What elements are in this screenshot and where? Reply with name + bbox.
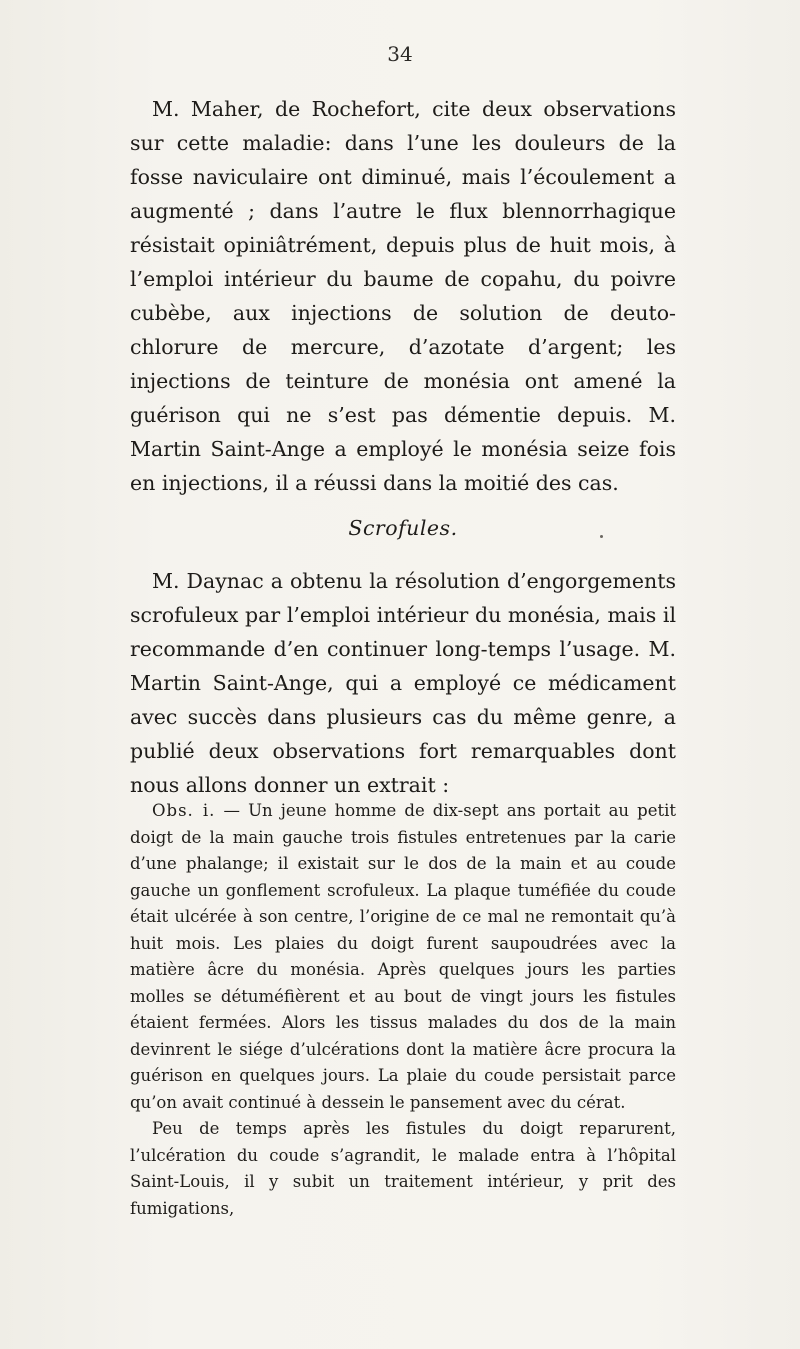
paragraph-daynac-block	[130, 564, 676, 802]
ink-speck	[600, 535, 603, 538]
paragraph-peu: Peu de temps après les fistules du doigt reparurent, l’ulcération du coude s’agrandit, le malade entra à l’hôpital Saint-Louis, il y subit un traitement intérieur, y prit des fumigations,	[130, 1119, 676, 1218]
paragraph-maher: M. Maher, de Rochefort, cite deux observations sur cette maladie: dans l’une les douleurs de la fosse naviculaire ont diminué, mais l’écoulement a augmenté ; dans l’autre le flux blennorrhagique résistait opiniâtrément, depuis plus de huit mois, à l’emploi intérieur du baume de copahu, du poivre cubèbe, aux injections de solution de deuto-chlorure de mercure, d’azotate d’argent; les injections de teinture de monésia ont amené la guérison qui ne s’est pas démentie depuis. M. Martin Saint-Ange a employé le monésia seize fois en injections, il a réussi dans la moitié des cas.	[130, 97, 676, 495]
page-number: 34	[387, 42, 413, 66]
paragraph-daynac: M. Daynac a obtenu la résolution d’engorgements scrofuleux par l’emploi intérieur du monésia, mais il recommande d’en continuer long-temps l’usage. M. Martin Saint-Ange, qui a employé ce médicament avec succès dans plusieurs cas du même genre, a publié deux observations fort remarquables dont nous allons donner un extrait :	[130, 569, 676, 797]
observation-paragraph	[130, 798, 676, 1116]
paragraph-maher-block	[130, 92, 676, 500]
section-title-scrofules: Scrofules.	[348, 516, 458, 540]
observation-label: Obs. i.	[152, 801, 216, 820]
observation-block	[130, 798, 676, 1222]
observation-text: — Un jeune homme de dix-sept ans portait au petit doigt de la main gauche trois fistules entretenues par la carie d’une phalange; il existait sur le dos de la main et au coude gauche un gonflement scrofuleux. La plaque tuméfiée du coude était ulcérée à son centre, l’origine de ce mal ne remontait qu’à huit mois. Les plaies du doigt furent saupoudrées avec la matière âcre du monésia. Après quelques jours les parties molles se détuméfièrent et au bout de vingt jours les fistules étaient fermées. Alors les tissus malades du dos de la main devinrent le siége d’ulcérations dont la matière âcre procura la guérison en quelques jours. La plaie du coude persistait parce qu’on avait continué à dessein le pansement avec du cérat.	[130, 801, 677, 1112]
